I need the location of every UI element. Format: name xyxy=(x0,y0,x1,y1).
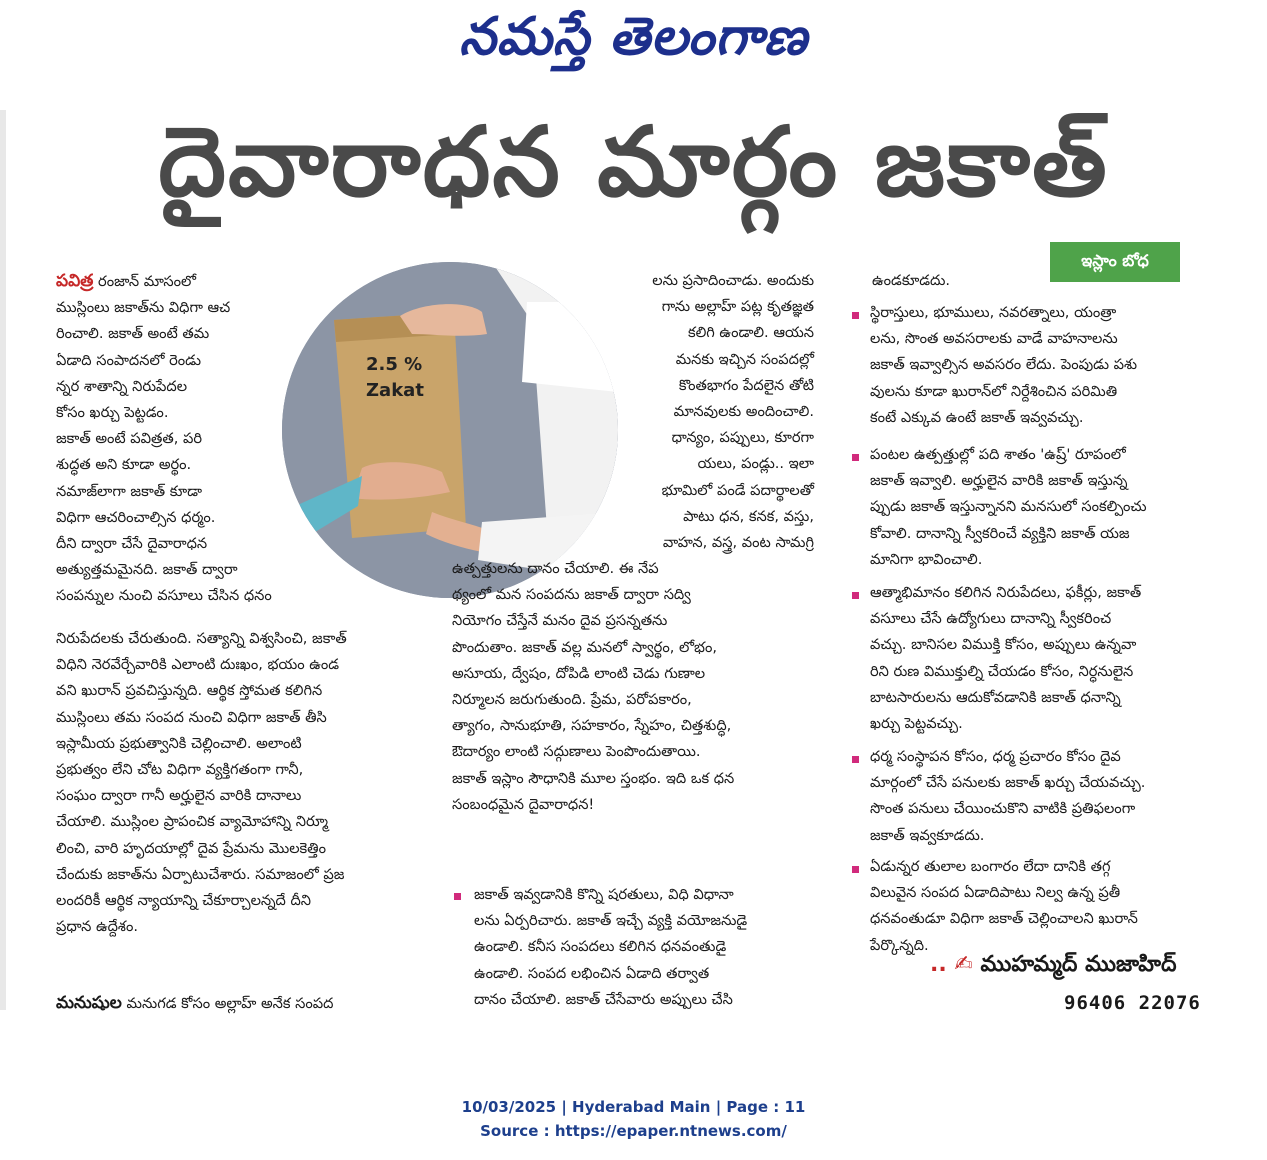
col2-wide-text: ఉత్పత్తులను దానం చేయాలి. ఈ నేప థ్యంలో మన సంపదను జకాత్ ద్వారా సద్వి నియోగం చేస్తేనే మనం దైవ ప్రసన్నతను పొందుతాం. జకాత్ వల్ల మనలో స్వార్థం, లోభం, అసూయ, ద్వేషం, దోపిడి లాంటి చెడు గుణాల నిర్మూలన జరుగుతుంది. ప్రేమ, పరోపకారం, త్యాగం, సానుభూతి, సహకారం, స్నేహం, చిత్తశుద్ధి, ఔదార్యం లాంటి సద్గుణాలు పెంపొందుతాయి. జకాత్ ఇస్లాం సౌధానికి మూల స్తంభం. ఇది ఒక ధన సంబంధమైన దైవారాధన! xyxy=(452,560,735,813)
bullet-marker xyxy=(852,756,859,763)
footer-source: Source : https://epaper.ntnews.com/ xyxy=(480,1122,787,1140)
pen-icon: ✍ xyxy=(954,952,973,977)
author-phone: 96406 22076 xyxy=(1064,992,1201,1014)
col1-top-text: పవిత్ర రంజాన్ మాసంలో ముస్లింలు జకాత్‌ను విధిగా ఆచ రించాలి. జకాత్ అంటే తమ ఏడాది సంపాదనలో రెండు న్నర శాతాన్ని నిరుపేదల కోసం ఖర్చు పెట్టడం. జకాత్ అంటే పవిత్రత, పరి శుద్ధత అని కూడా అర్థం. నమాజ్‌లాగా జకాత్ కూడా విధిగా ఆచరించాల్సిన ధర్మం. దీని ద్వారా చేసే దైవారాధన అత్యుత్తమమైనది. జకాత్ ద్వారా సంపన్నుల నుంచి వసూలు చేసిన ధనం xyxy=(56,271,272,605)
col3-intro: ఉండకూడదు. xyxy=(872,272,951,289)
bullet-marker xyxy=(852,592,859,599)
footer-date-edition: 10/03/2025 | Hyderabad Main | Page : 11 xyxy=(461,1098,806,1116)
col3-bullet-3: ఆత్మాభిమానం కలిగిన నిరుపేదలు, ఫకీర్లు, జకాత్ వసూలు చేసే ఉద్యోగులు దానాన్ని స్వీకరించ వచ్చు. బానిసల విముక్తి కోసం, అప్పులు ఉన్నవా రిని రుణ విముక్తుల్ని చేయడం కోసం, నిర్ధనులైన బాటసారులను ఆదుకోవడానికి జకాత్ ధనాన్ని ఖర్చు పెట్టవచ్చు. xyxy=(870,584,1142,733)
author-byline xyxy=(930,952,1177,982)
author-name: ముహమ్మద్ ముజాహిద్ xyxy=(980,952,1177,977)
section-tag: ఇస్లాం బోధ xyxy=(1050,242,1180,282)
bullet-marker xyxy=(852,312,859,319)
col3-bullet-4: ధర్మ సంస్థాపన కోసం, ధర్మ ప్రచారం కోసం దైవ మార్గంలో చేసే పనులకు జకాత్ ఖర్చు చేయవచ్చు. సొంత పనులు చేయించుకొని వాటికి ప్రతిఫలంగా జకాత్ ఇవ్వకూడదు. xyxy=(870,748,1146,844)
col3-bullet-5: ఏడున్నర తులాల బంగారం లేదా దానికి తగ్గ విలువైన సంపద ఏడాదిపాటు నిల్వ ఉన్న ప్రతీ ధనవంతుడూ విధిగా జకాత్ చెల్లించాలని ఖురాన్ పేర్కొన్నది. xyxy=(870,858,1138,954)
photo-label-word: Zakat xyxy=(366,380,424,401)
col2-bullet-text: జకాత్ ఇవ్వడానికి కొన్ని షరతులు, విధి విధానా లను ఏర్పరిచారు. జకాత్ ఇచ్చే వ్యక్తి వయోజనుడై ఉండాలి. కనీస సంపదలు కలిగిన ధనవంతుడై ఉండాలి. సంపద లభించిన ఏడాది తర్వాత దానం చేయాలి. జకాత్ చేసేవారు అప్పులు చేసి xyxy=(474,886,748,1008)
headline: దైవారాధన మార్గం జకాత్ xyxy=(158,106,1109,218)
bullet-marker xyxy=(454,893,461,900)
col1-last-text: మనుషుల మనుగడ కోసం అల్లాహ్ అనేక సంపద xyxy=(56,993,334,1013)
col3-bullet-1: స్థిరాస్తులు, భూములు, నవరత్నాలు, యంత్రా లను, సొంత అవసరాలకు వాడే వాహనాలను జకాత్ ఇవ్వాల్సిన అవసరం లేదు. పెంపుడు పశు వులను కూడా ఖురాన్‌లో నిర్దేశించిన పరిమితి కంటే ఎక్కువ ఉంటే జకాత్ ఇవ్వవచ్చు. xyxy=(870,304,1138,426)
col3-bullet-2: పంటల ఉత్పత్తుల్లో పది శాతం 'ఉష్ర్' రూపంలో జకాత్ ఇవ్వాలి. అర్హులైన వారికి జకాత్ ఇస్తున్న ప్పుడు జకాత్ ఇస్తున్నానని మనసులో సంకల్పించు కోవాలి. దానాన్ని స్వీకరించే వ్యక్తిని జకాత్ యజ మానిగా భావించాలి. xyxy=(870,446,1147,568)
byline-dots: .. xyxy=(930,952,947,977)
col2-top-text: లను ప్రసాదించాడు. అందుకు గాను అల్లాహ్ పట్ల కృతజ్ఞత కలిగి ఉండాలి. ఆయన మనకు ఇచ్చిన సంపదల్లో కొంతభాగం పేదలైన తోటి మానవులకు అందించాలి. ధాన్యం, పప్పులు, కూరగా యలు, పండ్లు.. ఇలా భూమిలో పండే పదార్థాలతో పాటు ధన, కనక, వస్తు, వాహన, వస్త్ర, వంట సామగ్రి xyxy=(652,272,814,552)
col1-wide-text: నిరుపేదలకు చేరుతుంది. సత్యాన్ని విశ్వసించి, జకాత్ విధిని నెరవేర్చేవారికి ఎలాంటి దుఃఖం, భయం ఉండ వని ఖురాన్ ప్రవచిస్తున్నది. ఆర్థిక స్తోమత కలిగిన ముస్లింలు తమ సంపద నుంచి విధిగా జకాత్ తీసి ఇస్లామీయ ప్రభుత్వానికి చెల్లించాలి. అలాంటి ప్రభుత్వం లేని చోట విధిగా వ్యక్తిగతంగా గానీ, సంఘం ద్వారా గానీ అర్హులైన వారికి దానాలు చేయాలి. ముస్లింల ప్రాపంచిక వ్యామోహాన్ని నిర్మూ లించి, వారి హృదయాల్లో దైవ ప్రేమను మొలకెత్తిం చేందుకు జకాత్‌ను ఏర్పాటుచేశారు. సమాజంలో ప్రజ లందరికీ ఆర్థిక న్యాయాన్ని చేకూర్చాలన్నదే దీని ప్రధాన ఉద్దేశం. xyxy=(56,630,347,936)
bullet-marker xyxy=(852,454,859,461)
page-edge-bar xyxy=(0,110,6,1010)
masthead-logo: నమస్తే తెలంగాణ xyxy=(459,6,808,67)
zakat-photo xyxy=(282,262,618,598)
photo-label-pct: 2.5 % xyxy=(366,354,423,375)
col1-dropcap: పవిత్ర xyxy=(56,271,94,291)
bullet-marker xyxy=(852,866,859,873)
col1-dropcap-2: మనుషుల xyxy=(56,993,122,1013)
